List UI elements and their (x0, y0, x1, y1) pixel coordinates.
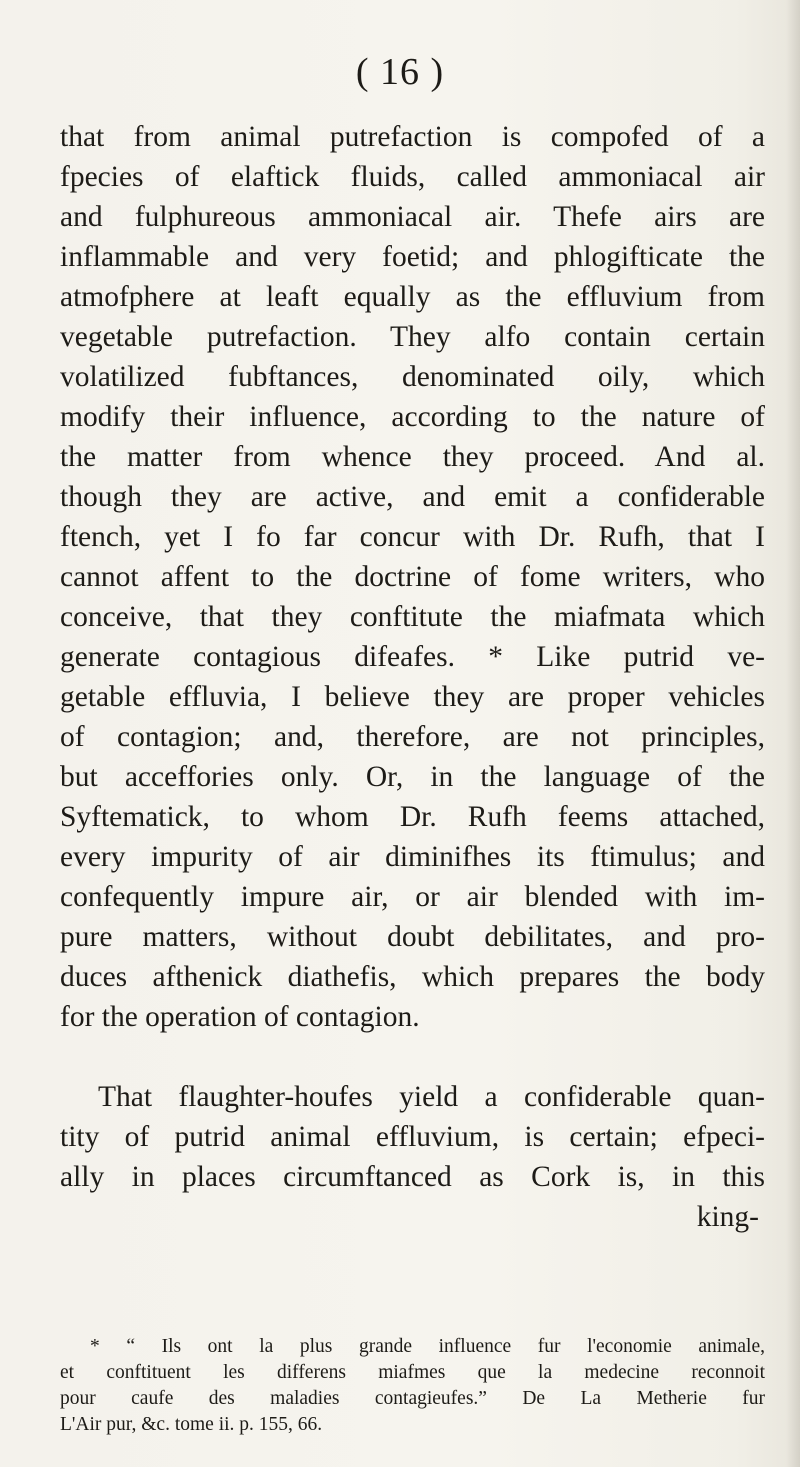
footnote-line: et conftituent les differens miafmes que la medecine reconnoit (60, 1362, 765, 1383)
text-line: the matter from whence they proceed. And al. (60, 441, 765, 473)
text-line: modify their influence, according to the nature of (60, 401, 765, 433)
catchword: king- (696, 1201, 759, 1233)
text-line: fpecies of elaftick fluids, called ammoniacal air (60, 161, 765, 193)
page-edge-shadow (786, 0, 800, 1467)
text-line: volatilized fubftances, denominated oily, which (60, 361, 765, 393)
text-line: getable effluvia, I believe they are proper vehicles (60, 681, 765, 713)
text-line: ally in places circumftanced as Cork is, in this (60, 1161, 765, 1193)
text-line: ftench, yet I fo far concur with Dr. Rufh, that I (60, 521, 765, 553)
text-line: tity of putrid animal effluvium, is certain; efpeci- (60, 1121, 765, 1153)
footnote-line: * “ Ils ont la plus grande influence fur l'economie animale, (90, 1336, 765, 1357)
footnote (60, 1334, 765, 1438)
paragraph-gap (60, 1037, 765, 1077)
text-line: vegetable putrefaction. They alfo contain certain (60, 321, 765, 353)
footnote-line: L'Air pur, &c. tome ii. p. 155, 66. (60, 1414, 323, 1435)
page-number-header: ( 16 ) (355, 51, 445, 93)
text-line: atmofphere at leaft equally as the effluvium from (60, 281, 765, 313)
text-line: pure matters, without doubt debilitates, and pro- (60, 921, 765, 953)
text-line: but acceffories only. Or, in the language of the (60, 761, 765, 793)
main-text-block (60, 117, 765, 1237)
text-line: every impurity of air diminifhes its ftimulus; and (60, 841, 765, 873)
text-line: conceive, that they conftitute the miafmata which (60, 601, 765, 633)
text-line: cannot affent to the doctrine of fome writers, who (60, 561, 765, 593)
footnote-line: pour caufe des maladies contagieufes.” De La Metherie fur (60, 1388, 765, 1409)
text-line: confequently impure air, or air blended with im- (60, 881, 765, 913)
text-line: of contagion; and, therefore, are not principles, (60, 721, 765, 753)
text-line: That flaughter-houfes yield a confiderable quan- (98, 1081, 765, 1113)
text-line: and fulphureous ammoniacal air. Thefe airs are (60, 201, 765, 233)
text-line: duces afthenick diathefis, which prepares the body (60, 961, 765, 993)
text-line: for the operation of contagion. (60, 1001, 420, 1033)
text-line: though they are active, and emit a confiderable (60, 481, 765, 513)
text-line: that from animal putrefaction is compofed of a (60, 121, 765, 153)
text-line: Syftematick, to whom Dr. Rufh feems attached, (60, 801, 765, 833)
text-line: generate contagious difeafes. * Like putrid ve- (60, 641, 765, 673)
text-line: inflammable and very foetid; and phlogifticate the (60, 241, 765, 273)
